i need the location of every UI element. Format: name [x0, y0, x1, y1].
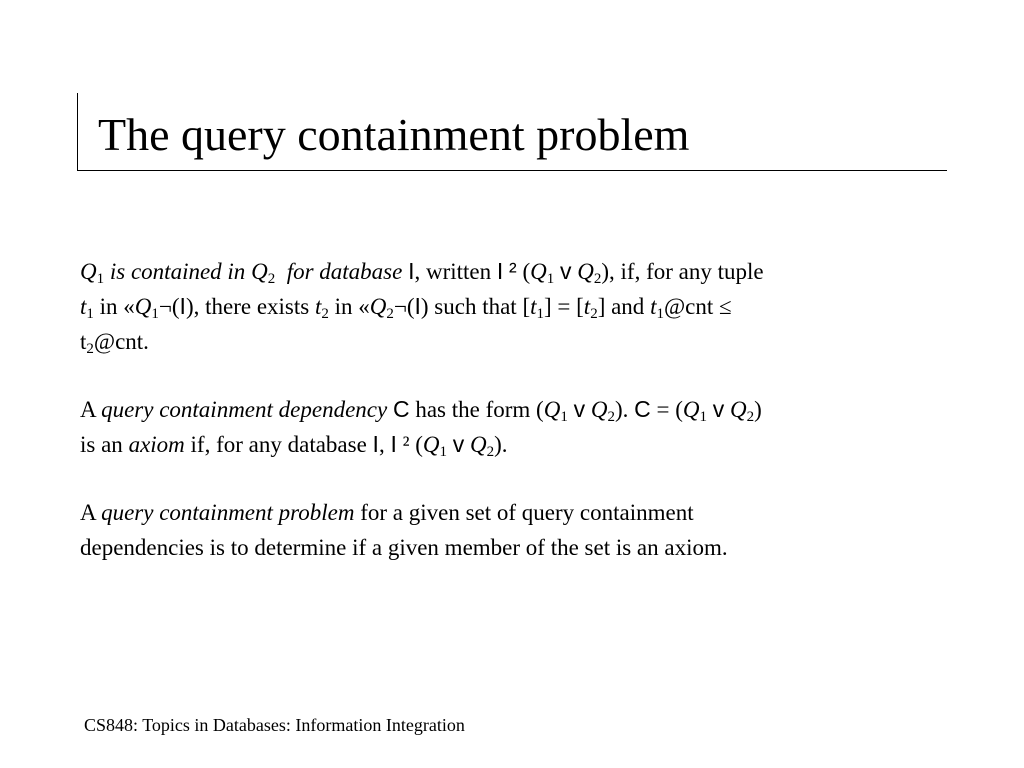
- paren-open: (: [522, 259, 531, 284]
- q-symbol: Q: [134, 294, 152, 319]
- q-symbol: Q: [251, 259, 268, 284]
- database-symbol: I: [408, 258, 415, 284]
- q-symbol: Q: [682, 397, 700, 422]
- subscript: 2: [590, 306, 598, 322]
- subscript: 1: [86, 306, 94, 322]
- neg-open: ¬(: [158, 294, 180, 319]
- has-form-text: has the form (: [415, 397, 544, 422]
- problem-line-2: dependencies is to determine if a given member of the set is an axiom.: [80, 535, 728, 560]
- definition-line-2: [80, 289, 960, 324]
- problem-paragraph: [80, 495, 960, 565]
- subscript: 2: [321, 306, 329, 322]
- subscript: 1: [151, 306, 159, 322]
- subscript: 2: [593, 271, 602, 287]
- definition-paragraph: [80, 254, 960, 359]
- dependency-symbol: C: [634, 396, 651, 422]
- slide-footer: CS848: Topics in Databases: Information Integration: [84, 715, 465, 735]
- dependency-line-2: [80, 427, 960, 462]
- database-symbol: I: [372, 431, 379, 457]
- if-any-db-text: if, for any database: [190, 432, 367, 457]
- neg-open: ¬(: [393, 294, 415, 319]
- such-that-text: ) such that [: [420, 294, 531, 319]
- subscript: 1: [536, 306, 544, 322]
- q-symbol: Q: [530, 259, 547, 284]
- t-lower-symbol: t: [80, 329, 87, 354]
- q-symbol: Q: [730, 397, 747, 422]
- subscript: 2: [267, 271, 276, 287]
- slide-body: [80, 254, 960, 598]
- q-symbol: Q: [543, 397, 561, 422]
- q-symbol: Q: [369, 294, 387, 319]
- subscript: 1: [560, 409, 568, 425]
- and-text: ] and: [597, 294, 645, 319]
- t-symbol: t: [314, 294, 322, 319]
- subscript: 2: [607, 409, 615, 425]
- subscript: 1: [699, 409, 708, 425]
- models-symbol: ²: [509, 258, 517, 284]
- database-symbol: I: [390, 431, 397, 457]
- t-symbol: t: [650, 294, 657, 319]
- dependency-symbol: C: [392, 396, 410, 422]
- subscript: 1: [546, 271, 555, 287]
- subscript: 1: [439, 444, 448, 460]
- title-horizontal-rule: [77, 170, 947, 171]
- t-symbol: t: [583, 294, 591, 319]
- t-symbol: t: [80, 294, 87, 319]
- problem-line-1: [80, 495, 960, 530]
- equals-open: = (: [656, 397, 683, 422]
- containment-symbol: v: [452, 431, 465, 457]
- subscript: 2: [386, 306, 394, 322]
- is-an-text: is an: [80, 432, 123, 457]
- subscript: 1: [656, 306, 664, 322]
- article: A: [80, 500, 96, 525]
- t-symbol: t: [530, 294, 537, 319]
- end-text: ).: [494, 432, 508, 457]
- there-exists-text: ), there exists: [185, 294, 310, 319]
- dependency-line-1: [80, 392, 960, 427]
- containment-symbol: v: [712, 396, 725, 422]
- models-open: ² (: [402, 432, 423, 457]
- page-title: The query containment problem: [98, 109, 690, 160]
- subscript: 2: [486, 444, 495, 460]
- q-symbol: Q: [422, 432, 440, 457]
- article: A: [80, 397, 96, 422]
- database-symbol: I: [414, 293, 421, 319]
- close-dot: ).: [614, 397, 629, 422]
- subscript: 1: [96, 271, 105, 287]
- cnt-end-text: @cnt.: [93, 329, 149, 354]
- dependency-paragraph: [80, 392, 960, 462]
- containment-symbol: v: [559, 258, 572, 284]
- contained-phrase: is contained in: [109, 259, 246, 284]
- dependency-term: query containment dependency: [101, 397, 388, 422]
- database-symbol: I: [179, 293, 186, 319]
- axiom-term: axiom: [128, 432, 185, 457]
- guillemet: «: [358, 294, 370, 319]
- subscript: 2: [86, 341, 94, 357]
- title-vertical-rule: [77, 93, 78, 170]
- q-symbol: Q: [590, 397, 608, 422]
- if-any-tuple-text: ), if, for any tuple: [601, 259, 764, 284]
- equals-text: ] = [: [544, 294, 584, 319]
- definition-line-1: [80, 254, 960, 289]
- subscript: 2: [746, 409, 755, 425]
- problem-term: query containment problem: [101, 500, 355, 525]
- problem-rest-text: for a given set of query containment: [360, 500, 694, 525]
- q-symbol: Q: [577, 259, 594, 284]
- containment-symbol: v: [573, 396, 586, 422]
- for-database-phrase: for database: [286, 259, 403, 284]
- paren-close: ): [754, 397, 762, 422]
- q-symbol: Q: [470, 432, 487, 457]
- in-text: in: [99, 294, 118, 319]
- q-symbol: Q: [80, 259, 97, 284]
- cnt-leq-text: @cnt ≤: [663, 294, 732, 319]
- database-symbol: I: [496, 258, 504, 284]
- in-text: in: [334, 294, 353, 319]
- written-text: , written: [414, 259, 492, 284]
- guillemet: «: [123, 294, 135, 319]
- comma: ,: [378, 432, 385, 457]
- definition-line-3: [80, 324, 960, 359]
